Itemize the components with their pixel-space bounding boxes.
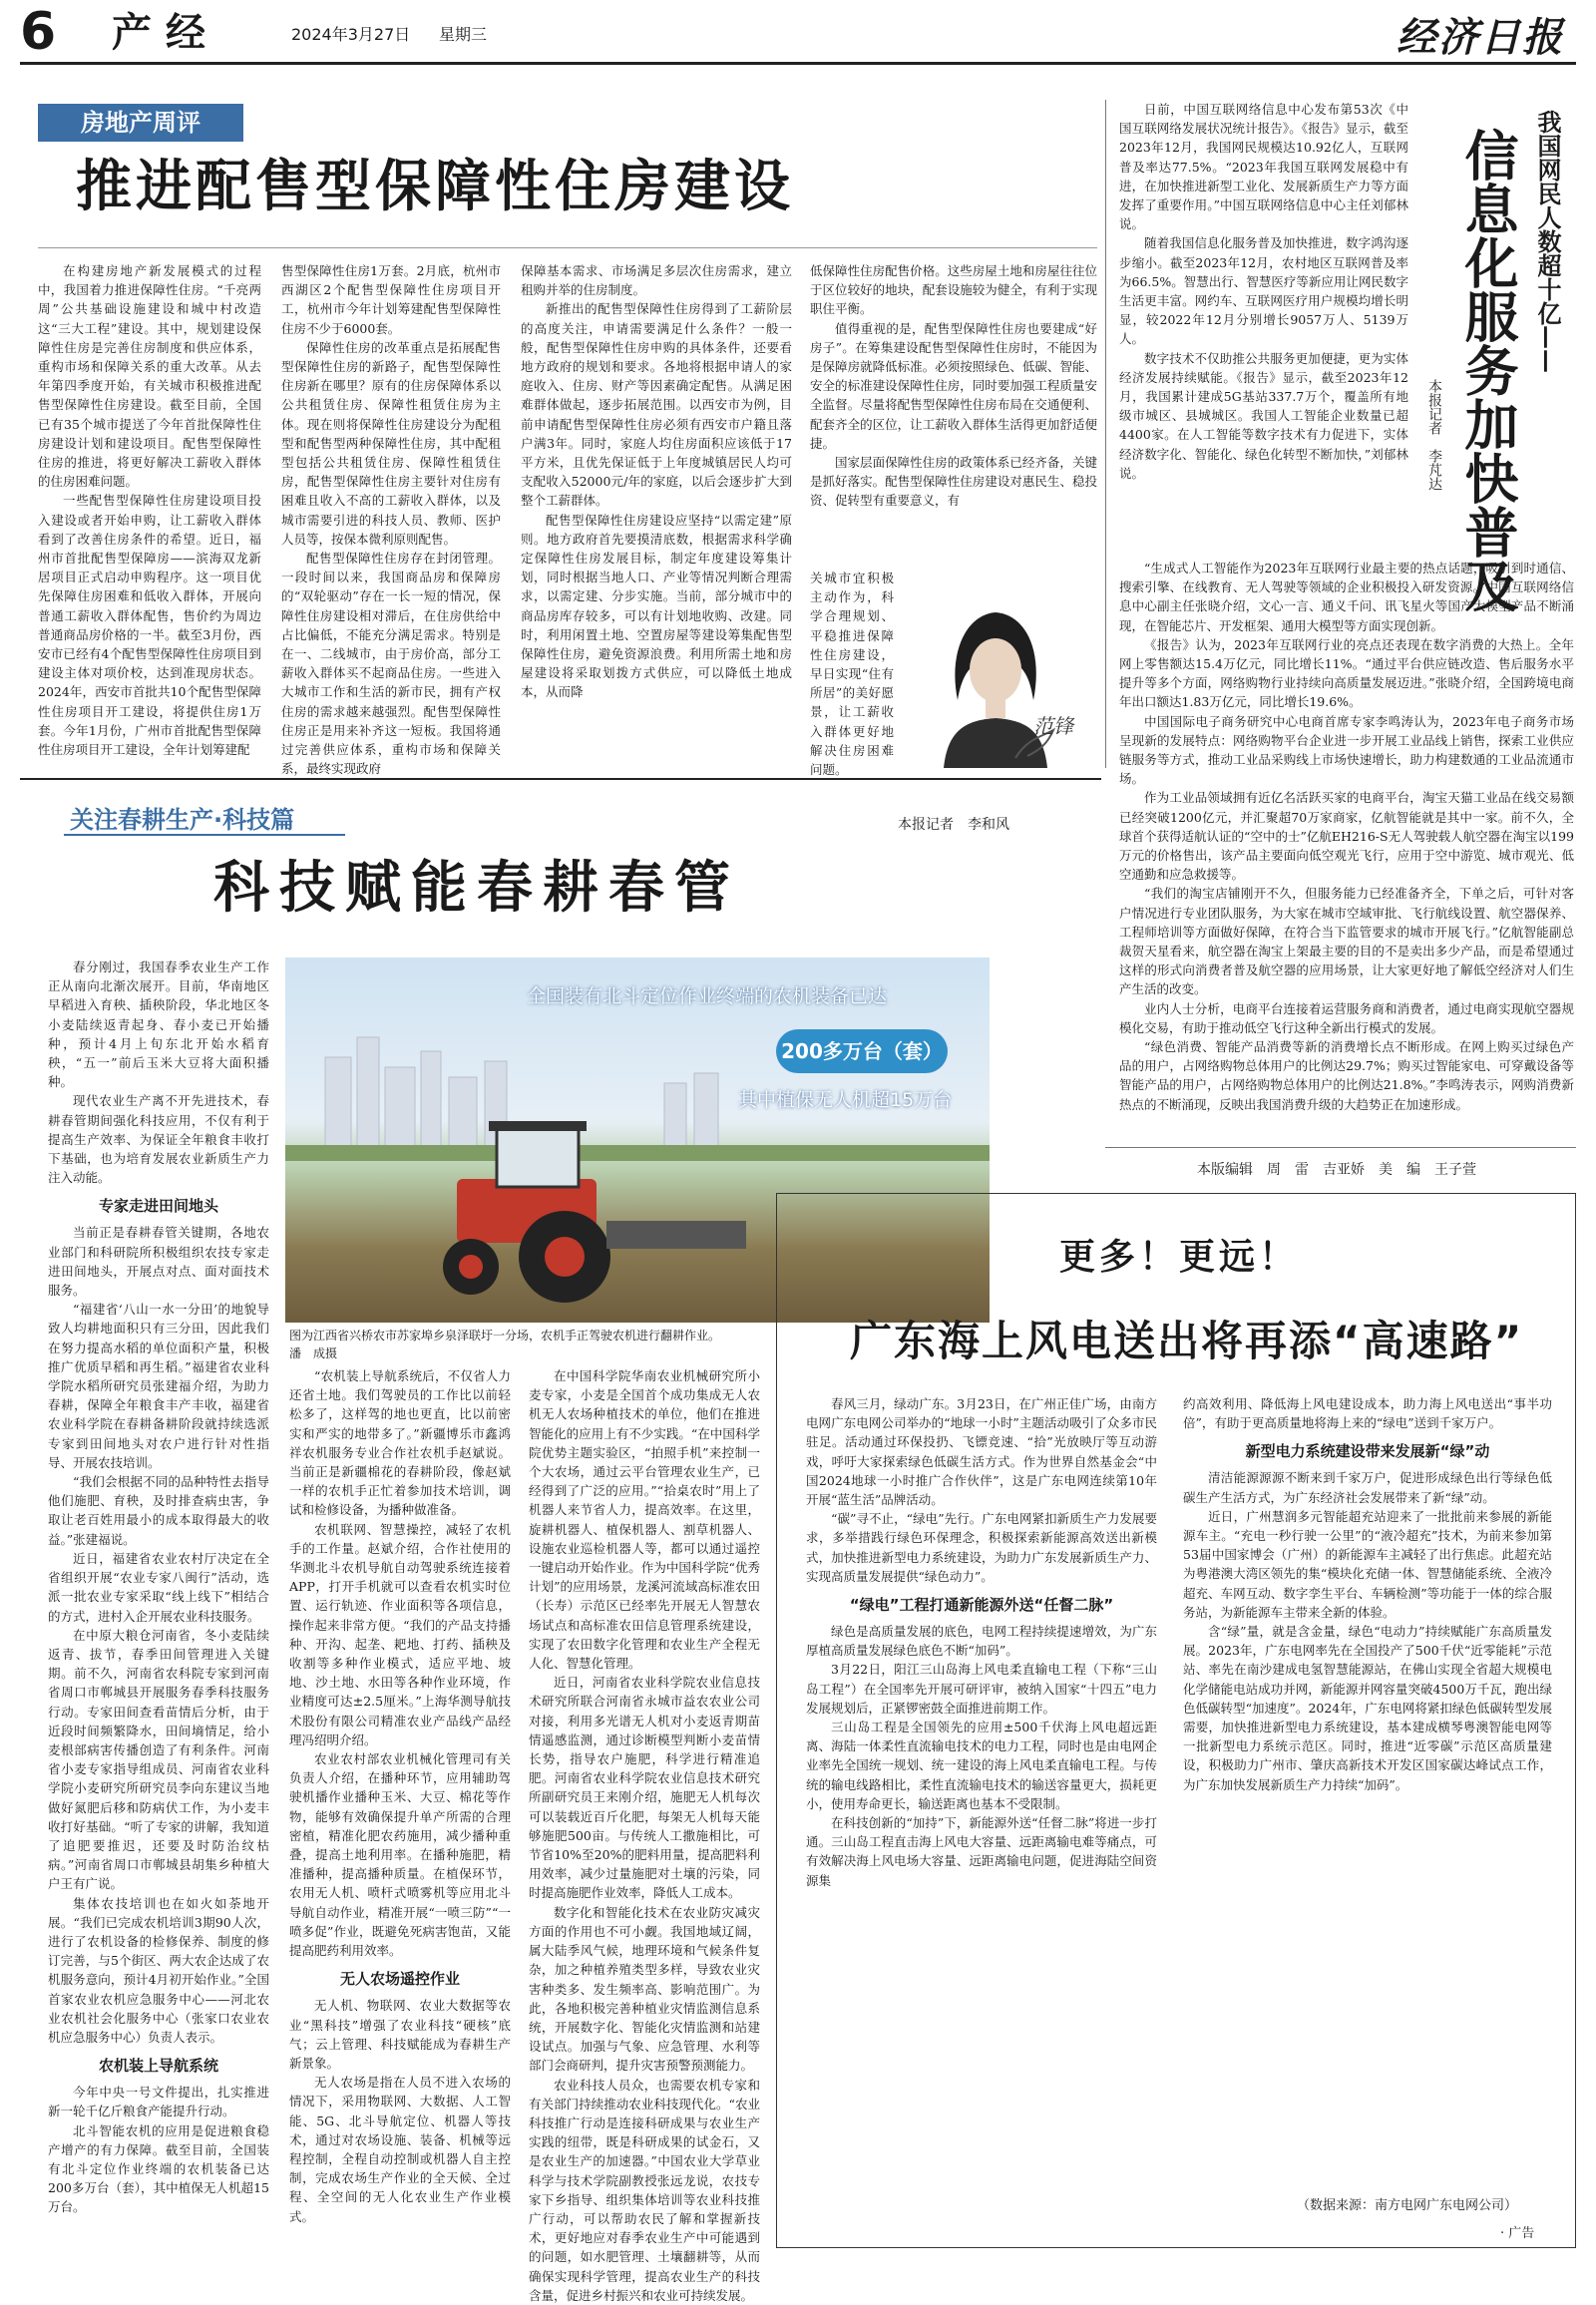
housing-tag: 房地产周评 — [38, 104, 243, 142]
agri-subhead: 农机装上导航系统 — [98, 2057, 218, 2076]
wind-kicker: 更多！更远！ — [1059, 1237, 1300, 1278]
wind-subhead: “绿电”工程打通新能源外送“任督二脉” — [849, 1596, 1114, 1615]
agri-paragraph: 农业科技人员众，也需要农机专家和有关部门持续推动农业科技现代化。“农业科技推广行动是连接科研成果与农业生产实践的纽带，既是科研成果的试金石，又是农业生产的加速器。”中国农业大学草业科学与技术学院副教授张远龙说，农技专家下乡指导、组织集体培训等农业科技推广行动，可以帮助农民了解和掌握新技术，更好地应对春季农业生产中可能遇到的问题，如水肥管理、土壤翻耕等，从而确保实现科学管理，提高农业生产的科技含量，促进乡村振兴和农业可持续发展。 — [529, 2077, 760, 2303]
page-number: 6 — [20, 2, 57, 62]
wind-data-source: （数据来源：南方电网广东电网公司） — [1297, 2198, 1518, 2213]
wind-title: 广东海上风电送出将再添“高速路” — [850, 1317, 1524, 1365]
section-name: 产经 — [112, 9, 219, 56]
wind-paragraph: 绿色是高质量发展的底色，电网工程持续提速增效，为广东厚植高质量发展绿色底色不断“加码”。 — [806, 1624, 1157, 1659]
agri-byline: 本报记者 李和风 — [898, 817, 1009, 833]
agri-paragraph: 当前正是春耕春管关键期，各地农业部门和科研院所积极组织农技专家走进田间地头，开展点对点、面对面技术服务。 — [48, 1225, 269, 1299]
internet-paragraph: 随着我国信息化服务普及加快推进，数字鸿沟逐步缩小。截至2023年12月，农村地区互联网普及率为66.5%。智慧出行、智慧医疗等新应用让网民数字生活更丰富。网约车、互联网医疗用户规模均增长明显，较2022年12月分别增长9057万人、5139万人。 — [1119, 235, 1408, 347]
wind-paragraph: 近日，广州慧润多元智能超充站迎来了一批批前来参展的新能源车主。“充电一秒行驶一公里”的“液冷超充”技术，为前来参加第53届中国家博会（广州）的新能源车主减轻了出行焦虑。此超充站为粤港澳大湾区领先的集“模块化充储一体、智慧储能系统、全液冷超充、车网互动、数字孪生平台、车辆检测”等功能于一体的综合服务站，为新能源车主带来全新的体验。 — [1183, 1508, 1552, 1620]
author-signature: 范锋 — [1033, 714, 1073, 738]
agri-paragraph: 今年中央一号文件提出，扎实推进新一轮千亿斤粮食产能提升行动。 — [48, 2085, 269, 2119]
author-portrait — [898, 580, 1093, 768]
issue-date: 2024年3月27日 — [291, 25, 411, 44]
housing-paragraph: 新推出的配售型保障性住房得到了工薪阶层的高度关注，申请需要满足什么条件？一般一般，配售型保障性住房申购的具体条件，还要看地方政府的规划和要求。各地将根据申请人的家庭收入、住房、财产等因素确定配售。从满足困难群体做起，逐步拓展范围。以西安市为例，目前申请配售型保障性住房必须有西安市户籍且落户满3年。同时，家庭人均住房面积应该低于17平方米，且优先保证低于上年度城镇居民人均可支配收入52000元/年的家庭，以后会逐步扩大到整个工薪群体。 — [521, 301, 792, 509]
agri-paragraph: 近日，河南省农业科学院农业信息技术研究所联合河南省永城市益农农业公司对接，利用多光谱无人机对小麦返青期苗情遥感监测，通过诊断模型判断小麦苗情长势，指导农户施肥，科学进行精准追肥。河南省农业科学院农业信息技术研究所副研究员王来刚介绍，施肥无人机每次可以装载近百斤化肥，每架无人机每天能够施肥500亩。与传统人工撒施相比，可节省10%至20%的肥料用量，提高肥料利用效率，减少过量施肥对土壤的污染，同时提高施肥作业效率，降低人工成本。 — [529, 1675, 760, 1901]
photo-overlay-headline: 全国装有北斗定位作业终端的农机装备已达 — [527, 985, 888, 1007]
wind-paragraph: 春风三月，绿动广东。3月23日，在广州正佳广场，由南方电网广东电网公司举办的“地球一小时”主题活动吸引了众多市民驻足。活动通过环保投扔、飞镖竞速、“拾”光放映厅等互动游戏，呼吁大家探索绿色低碳生活方式。作为世界自然基金会“中国2024地球一小时推广合作伙伴”，这是广东电网连续第10年开展“蓝生活”品牌活动。 — [806, 1396, 1157, 1508]
internet-paragraph: 日前，中国互联网络信息中心发布第53次《中国互联网络发展状况统计报告》。《报告》显示，截至2023年12月，我国网民规模达10.92亿人，互联网普及率达77.5%。“2023年我国互联网发展稳中有进，在加快推进新型工业化、发展新质生产力等方面发挥了重要作用。”中国互联网络信息中心主任刘郁林说。 — [1119, 102, 1408, 232]
wind-paragraph: 三山岛工程是全国领先的应用±500千伏海上风电超远距离、海陆一体柔性直流输电技术的电力工程，同时也是由电网企业率先全国统一规划、统一建设的海上风电柔直输电工程。与传统的输电线路相比，柔性直流输电技术的输送容量更大，损耗更小，使用寿命更长，输送距离也基本不受限制。 — [806, 1720, 1157, 1811]
housing-column-2 — [281, 261, 501, 777]
agri-subhead: 专家走进田间地头 — [98, 1197, 218, 1216]
photo-overlay-value: 200多万台（套） — [776, 1029, 948, 1073]
wind-subhead: 新型电力系统建设带来发展新“绿”动 — [1245, 1442, 1490, 1461]
agri-paragraph: 在中原大粮仓河南省，冬小麦陆续返青、拔节，春季田间管理进入关键期。前不久，河南省农科院专家到河南省周口市郸城县开展服务春季科技服务行动。专家田间查看苗情后分析，由于近段时间频繁降水，田间墒情足，给小麦根部病害传播创造了有利条件。河南省小麦专家指导组成员、河南省农业科学院小麦研究所研究员李向东建议当地做好氮肥后移和防病伏工作，为小麦丰收打好基础。“听了专家的讲解，我知道了追肥要推迟，还要及时防治纹枯病。”河南省周口市郸城县胡集乡种植大户王有广说。 — [48, 1627, 269, 1892]
agri-paragraph: 春分刚过，我国春季农业生产工作正从南向北渐次展开。目前，华南地区早稻进入育秧、插秧阶段，华北地区冬小麦陆续返青起身、春小麦已开始播种，预计4月上旬东北开始水稻育秧，“五一”前后玉米大豆将大面积播种。 — [48, 960, 269, 1090]
wind-paragraph: 在科技创新的“加持”下，新能源外送“任督二脉”将进一步打通。三山岛工程直击海上风电大容量、远距离输电难等痛点，可有效解决海上风电场大容量、远距离输电问题，促进海陆空间资源集 — [806, 1815, 1157, 1888]
agri-paragraph: “福建省‘八山一水一分田’的地貌导致人均耕地面积只有三分田，因此我们在努力提高水稻的单位面积产量，积极推广优质早稻和再生稻。”福建省农业科学院水稻所研究员张建福介绍，为助力春耕，保障全年粮食丰产丰收，福建省农业科学院在春耕备耕阶段就持续选派专家到田间地头对农户进行针对性指导、开展农技培训。 — [48, 1302, 269, 1470]
agri-paragraph: 农业农村部农业机械化管理司有关负责人介绍，在播种环节，应用辅助驾驶机播作业播种玉米、大豆、棉花等作物，能够有效确保提升单产所需的合理密植，精准化肥农药施用，减少播种重叠，提高土地利用率。在播种施肥，精准播种，提高播种质量。在植保环节，农用无人机、喷杆式喷雾机等应用北斗导航自动作业，精准开展“一喷三防”“一喷多促”作业，既避免死病害饱苗，又能提高肥药利用效率。 — [289, 1751, 511, 1959]
agri-paragraph: 农机联网、智慧操控，减轻了农机手的工作量。赵斌介绍，合作社使用的华测北斗农机导航自动驾驶系统连接着APP，打开手机就可以查看农机实时位置、运行轨迹、作业面积等各项信息，操作起来非常方便。“我们的产品支持播种、开沟、起垄、耙地、打药、插秧及收割等多种作业模式，适应平地、坡地、沙土地、水田等各种作业环境，作业精度可达±2.5厘米。”上海华测导航技术股份有限公司精准农业产品线产品经理冯绍明介绍。 — [289, 1521, 511, 1747]
housing-paragraph: 值得重视的是，配售型保障性住房也要建成“好房子”。在筹集建设配售型保障性住房时，不能因为是保障房就降低标准。必须按照绿色、低碳、智能、安全的标准建设保障性住房，同时要加强工程质量安全监督。尽量将配售型保障性住房布局在交通便利、配套齐全的区位，让工薪收入群体生活得更加舒适便捷。 — [810, 320, 1097, 451]
page-editors: 本版编辑 周 雷 吉亚娇 美 编 王子萱 — [1197, 1162, 1476, 1178]
housing-paragraph: 在构建房地产新发展模式的过程中，我国着力推进保障性住房。“千亮两周”公共基础设施建设和城中村改造这“三大工程”建设。其中，规划建设保障性住房是完善住房制度和供应体系，重构市场和保障关系的重大改革。从去年第四季度开始，有关城市积极推进配售型保障性住房建设。截至目前，全国已有35个城市提送了今年首批保障性住房建设计划和建设项目。配售型保障性住房的推进，将更好解决工薪收入群体的住房困难问题。 — [38, 263, 261, 490]
agri-tag-underline — [64, 834, 345, 836]
agri-paragraph: 集体农技培训也在如火如荼地开展。“我们已完成农机培训3期90人次，进行了农机设备的检修保养、制度的修订完善，与5个街区、两大农企达成了农机服务意向，预计4月初开始作业。”全国首家农业农机应急服务中心——河北农业农机社会化服务中心（张家口农业农机应急服务中心）负责人表示。 — [48, 1895, 269, 2045]
wind-paragraph: 约高效利用、降低海上风电建设成本，助力海上风电送出“事半功倍”，有助于更高质量地将海上来的“绿电”送到千家万户。 — [1183, 1396, 1552, 1431]
wind-paragraph: “碳”寻不止，“绿电”先行。广东电网紧扣新质生产力发展要求，多举措践行绿色环保理念，积极探索新能源高效送出新模式，加快推进新型电力系统建设，为助力广东发展新质生产力、实现高质量发展提供“绿色动力”。 — [806, 1511, 1157, 1584]
paper-logo: 经济日报 — [1396, 14, 1564, 61]
housing-paragraph: 关城市宜积极主动作为，科学合理规划、平稳推进保障性住房建设，早日实现“住有所居”的美好愿景，让工薪收入群体更好地解决住房困难问题。 — [810, 571, 894, 778]
housing-paragraph: 配售型保障性住房存在封闭管理。一段时间以来，我国商品房和保障房的“双轮驱动”存在一长一短的情况，保障性住房建设相对滞后，在住房供给中占比偏低，不能充分满足需求。特别是在一、二线城市，由于房价高，部分工薪收入群体买不起商品住房。一些进入大城市工作和生活的新市民，拥有产权住房的需求越来越强烈。配售型保障性住房正是用来补齐这一短板。我国将通过完善供应体系，重构市场和保障关系，最终实现政府 — [281, 551, 501, 777]
wind-paragraph: 含“绿”量，就是含金量，绿色“电动力”持续赋能广东高质量发展。2023年，广东电网率先在全国投产了500千伏“近零能耗”示范站、率先在南沙建成电氢智慧能源站，在佛山实现全省超大规模电化学储能电站成功并网，新能源并网容量突破4500万千瓦，跑出绿色低碳转型“加速度”。2024年，广东电网将紧扣绿色低碳转型发展需要，加快推进新型电力系统建设，基本建成横琴粤澳智能电网等一批新型电力系统示范区。同时，推进“近零碳”示范区高质量建设，积极助力广州市、肇庆高新技术开发区国家碳达峰试点工作，为广东加快发展新质生产力持续“加码”。 — [1183, 1624, 1552, 1792]
agri-paragraph: 无人农场是指在人员不进入农场的情况下，采用物联网、大数据、人工智能、5G、北斗导航定位、机器人等技术，通过对农场设施、装备、机械等远程控制，全程自动控制或机器人自主控制，完成农场生产作业的全天候、全过程、全空间的无人化农业生产作业模式。 — [289, 2075, 511, 2224]
photo-overlay-footer: 其中植保无人机超15万台 — [738, 1089, 953, 1111]
agri-paragraph: 在中国科学院华南农业机械研究所小麦专家，小麦是全国首个成功集成无人农机无人农场种植技术的单位，他们在推进智能化的应用上有不少实践。“在中国科学院优势主题实验区，“拍照手机”来控制一个大农场，通过云平台管理农业生产，已经得到了广泛的应用。”“拾桌农时”用上了机器人来节省人力，提高效率。在这里，旋耕机器人、植保机器人、割草机器人、设施农业巡检机器人等，都可以通过遥控一键启动开始作业。作为中国科学院“优秀计划”的应用场景，龙溪河流域高标准农田（长寿）示范区已经率先开展无人智慧农场试点和高标准农田信息管理系统建设，实现了农田数字化管理和农业生产全程无人化、智慧化管理。 — [529, 1368, 760, 1672]
wind-paragraph: 3月22日，阳江三山岛海上风电柔直输电工程（下称“三山岛工程”）在全国率先开展可研评审，被纳入国家“十四五”电力发展规划后，正紧锣密鼓全面推进前期工作。 — [806, 1662, 1157, 1716]
housing-paragraph: 售型保障性住房1万套。2月底，杭州市西湖区2个配售型保障性住房项目开工，杭州市今年计划筹建配售型保障性住房不少于6000套。 — [281, 263, 501, 336]
internet-title: 信息化服务加快普及 — [1456, 128, 1519, 612]
housing-column-3 — [521, 261, 792, 768]
agri-subhead: 无人农场遥控作业 — [339, 1970, 460, 1989]
agri-tag: 关注春耕生产·科技篇 — [70, 806, 295, 834]
internet-paragraph: “生成式人工智能作为2023年互联网行业最主要的热点话题，吸引到时通信、搜索引擎、在线教育、无人驾驶等领域的企业积极投入研发资源。”中国互联网络信息中心副主任张晓介绍，文心一言、通义千问、讯飞星火等国产大模型产品不断涌现，在智能芯片、开发框架、通用大模型等方面实现创新。 — [1119, 561, 1574, 633]
wind-column-2 — [1183, 1394, 1552, 2192]
agri-paragraph: 近日，福建省农业农村厅决定在全省组织开展“农业专家八闽行”活动，选派一批农业专家采取“线上线下”相结合的方式，进村入企开展农业科技服务。 — [48, 1550, 269, 1624]
agri-paragraph: “农机装上导航系统后，不仅省人力还省土地。我们驾驶员的工作比以前轻松多了，这样驾的地也更直，比以前密实和严实的地带多了。”新疆博乐市鑫鸿祥农机服务专业合作社农机手赵斌说。当前正是新疆棉花的春耕阶段，像赵斌一样的农机手正忙着参加技术培训，调试和检修设备，为播种做准备。 — [289, 1368, 511, 1518]
housing-paragraph: 保障性住房的改革重点是拓展配售型保障性住房的新路子，配售型保障性住房新在哪里？原有的住房保障体系以公共租赁住房、保障性租赁住房为主体。现在则将保障性住房建设分为配租型和配售型两种保障性住房，其中配租型包括公共租赁住房、保障性租赁住房，配售型保障性住房主要针对住房有困难且收入不高的工薪收入群体，以及城市需要引进的科技人员、教师、医护人员等，按保本微利原则配售。 — [281, 339, 501, 547]
housing-title-rule — [38, 247, 1097, 248]
wind-paragraph: 清洁能源源源不断来到千家万户，促进形成绿色出行等绿色低碳生产生活方式，为广东经济社会发展带来了新“绿”动。 — [1183, 1470, 1552, 1505]
internet-paragraph: 《报告》认为，2023年互联网行业的亮点还表现在数字消费的大热上。全年网上零售额达15.4万亿元，同比增长11%。“通过平台供应链改造、售后服务水平提升等多个方面，网络购物行业持续向高质量发展迈进。”张晓介绍，全国跨境电商年出口额达1.83万亿元，同比增长19.6%。 — [1119, 636, 1574, 710]
agri-title: 科技赋能春耕春管 — [213, 856, 740, 921]
internet-body-lower — [1119, 559, 1574, 1137]
agri-column-1 — [48, 958, 269, 2254]
section-divider — [20, 778, 1101, 780]
agri-column-3 — [529, 1366, 760, 2303]
agri-paragraph: 现代农业生产离不开先进技术，春耕春管期间强化科技应用，不仅有利于提高生产效率、为保证全年粮食丰收打下基础，也为培育发展农业新质生产力注入动能。 — [48, 1093, 269, 1186]
internet-byline: 本报记者 李芃达 — [1426, 379, 1442, 491]
agri-paragraph: 数字化和智能化技术在农业防灾减灾方面的作用也不可小觑。我国地域辽阔，属大陆季风气候，地理环境和气候条件复杂，加之种植养殖类型多样，导致农业灾害种类多、发生频率高、影响范围广。为此，各地积极完善种植业灾情监测信息系统，开展数字化、智能化灾情监测和站建设试点。加强与气象、应急管理、水利等部门会商研判，提升灾害预警预测能力。 — [529, 1904, 760, 2074]
internet-paragraph: 业内人士分析，电商平台连接着运营服务商和消费者，通过电商实现航空器规模化交易，有助于推动低空飞行这种全新出行模式的发展。 — [1119, 1000, 1574, 1035]
agri-paragraph: 无人机、物联网、农业大数据等农业“黑科技”增强了农业科技“硬核”底气；云上管理、科技赋能成为春耕生产新景象。 — [289, 1998, 511, 2071]
ad-label: · 广告 — [1500, 2226, 1535, 2241]
masthead-rule — [20, 62, 1576, 65]
issue-weekday: 星期三 — [439, 25, 488, 44]
wind-column-1 — [806, 1394, 1157, 2238]
internet-paragraph: 中国国际电子商务研究中心电商首席专家李鸣涛认为，2023年电子商务市场呈现新的发展特点：网络购物平台企业进一步开展工业品线上销售，探索工业供应链服务等方式，推动工业品采购线上市场快速增长，助力构建数通的工业品流通市场。 — [1119, 713, 1574, 787]
internet-kicker: 我国网民人数超十亿—— — [1533, 110, 1562, 373]
internet-paragraph: 数字技术不仅助推公共服务更加便捷，更为实体经济发展持续赋能。《报告》显示，截至2023年12月，我国累计建成5G基站337.7万个，覆盖所有地级市城区、县城城区。我国人工智能企业数量已超4400家。在人工智能等数字技术有力促进下，实体经济数字化、智能化、绿色化转型不断加快，”刘郁林说。 — [1119, 350, 1408, 481]
housing-paragraph: 低保障性住房配售价格。这些房屋土地和房屋往往位于区位较好的地块，配套设施较为健全，有利于实现职住平衡。 — [810, 263, 1097, 317]
housing-column-4 — [810, 261, 1097, 565]
housing-paragraph: 国家层面保障性住房的政策体系已经齐备，关键是抓好落实。配售型保障性住房建设对惠民生、稳投资、促转型有重要意义，有 — [810, 455, 1097, 509]
agri-paragraph: 北斗智能农机的应用是促进粮食稳产增产的有力保障。截至目前，全国装有北斗定位作业终端的农机装备已达200多万台（套），其中植保无人机超15万台。 — [48, 2122, 269, 2215]
agri-paragraph: “我们会根据不同的品种特性去指导他们施肥、育秧，及时排查病虫害，争取让老百姓用最小的成本取得最大的收益。”张建福说。 — [48, 1474, 269, 1547]
internet-paragraph: 作为工业品领域拥有近亿名活跃买家的电商平台，淘宝天猫工业品在线交易额已经突破1200亿元，并汇聚超70万家商家，亿航智能就是其中一家。前不久，全球首个获得适航认证的“空中的士”亿航EH216-S无人驾驶载人航空器在淘宝以199万元的价格售出，该产品主要面向低空观光飞行，应用于空中游览、城市观光、低空通勤和应急救援等。 — [1119, 790, 1574, 883]
housing-column-5 — [810, 569, 894, 778]
housing-title: 推进配售型保障性住房建设 — [76, 155, 794, 219]
housing-paragraph: 一些配售型保障性住房建设项目投入建设或者开始申购，让工薪收入群体看到了改善住房条件的希望。近日，福州市首批配售型保障房——滨海双龙新居项目正式启动申购程序。这一项目优先保障住房困难和低收入群体，开展向普通工薪收入群体配售，售价约为周边普通商品房价格的一半。截至3月份，西安市已经有4个配售型保障性住房项目到建设主体对项价校，达到准现房状态。2024年，西安市首批共10个配售型保障性住房项目开工建设，将提供住房1万套。今年1月份，广州市首批配售型保障性住房项目开工建设，全年计划筹建配 — [38, 493, 261, 758]
housing-paragraph: 保障基本需求、市场满足多层次住房需求，建立租购并举的住房制度。 — [521, 263, 792, 298]
photo-caption: 图为江西省兴桥农市苏家埠乡泉泽联圩一分场，农机手正驾驶农机进行翻耕作业。 潘 成摄 — [289, 1329, 727, 1360]
agri-column-2 — [289, 1366, 511, 2254]
internet-paragraph: “我们的淘宝店铺刚开不久，但服务能力已经准备齐全，下单之后，可针对客户情况进行专业团队服务，为大家在城市空域审批、飞行航线设置、航空器保养、工程师培训等方面做好保障，在符合当下监管要求的城市开展飞行。”亿航智能副总裁贺天星看来，航空器在淘宝上架最主要的目的不是卖出多少产品，而是希望通过这样的形式向消费者普及航空器的应用场景，让大家更好地了解低空经济对人们生产生活的改变。 — [1119, 886, 1574, 997]
housing-column-1 — [38, 261, 261, 768]
internet-paragraph: “绿色消费、智能产品消费等新的消费增长点不断形成。在网上购买过绿色产品的用户，占网络购物总体用户的比例达29.7%；购买过智能家电、可穿戴设备等智能产品的用户，占网络购物总体用户的比例达21.8%。”李鸣涛表示，网购消费新热点的不断涌现，反映出我国消费升级的大趋势正在加速形成。 — [1119, 1039, 1574, 1112]
internet-box-left-rule — [1105, 100, 1106, 768]
internet-box-bottom-rule — [1105, 1147, 1576, 1148]
housing-paragraph: 配售型保障性住房建设应坚持“以需定建”原则。地方政府首先要摸清底数，根据需求科学确定保障性住房发展目标，制定年度建设筹集计划，同时根据当地人口、产业等情况判断合理需求，以需定建、分步实施。当前，部分城市中的商品房库存较多，可以有计划地收购、改建。同时，利用闲置土地、空置房屋等建设筹集配售型保障性住房，避免资源浪费。利用所需土地和房屋建设将采取划拨方式供应，可以降低土地成本，从而降 — [521, 512, 792, 700]
